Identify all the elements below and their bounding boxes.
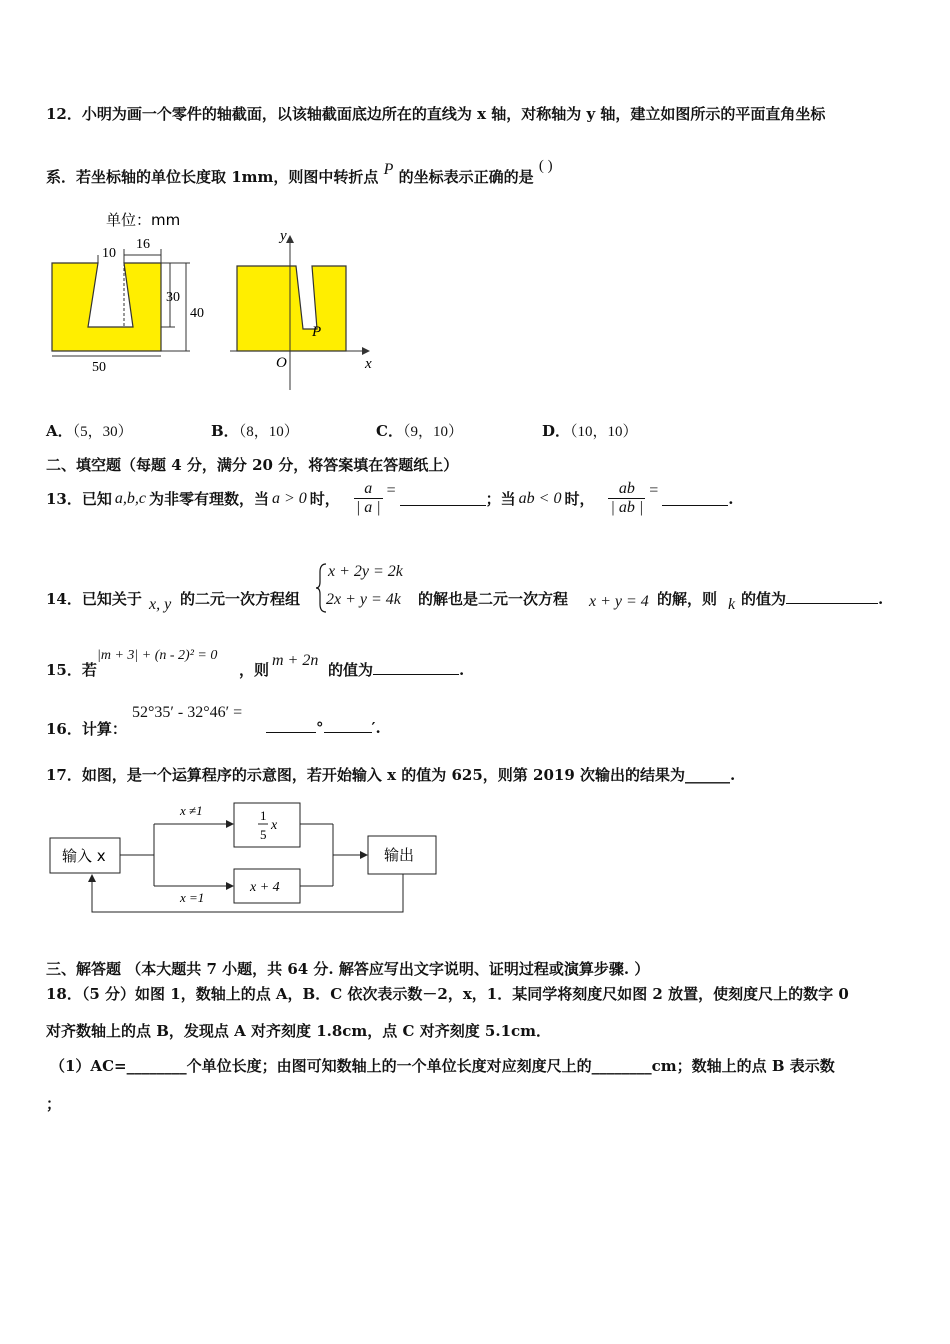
option-a-text: （5，30）: [72, 424, 133, 440]
q16-deg: °: [316, 719, 324, 737]
q15-prefix: 15．若: [46, 661, 97, 679]
q12-line2-text: 系．若坐标轴的单位长度取 1mm，则图中转折点: [46, 168, 379, 186]
q14-prefix: 14．已知关于: [46, 590, 142, 608]
q13-end: .: [728, 489, 734, 508]
q13-mid3: ；当: [485, 490, 516, 508]
q14-mid3: 的解，则: [657, 590, 718, 608]
flow-divide-box: [234, 803, 300, 847]
q14-mid2: 的解也是二元一次方程: [418, 590, 569, 608]
q12-figures: [40, 205, 390, 390]
q13-eq2: =: [649, 481, 659, 499]
q16-prefix: 16．计算：: [46, 720, 127, 738]
q12-point-p: P: [383, 161, 394, 178]
q15-expr: m + 2n: [272, 652, 319, 669]
q12-option-c: [376, 420, 463, 441]
q16-min: ′.: [371, 719, 381, 737]
q14-blank[interactable]: [786, 589, 878, 604]
q13-frac2: [608, 480, 645, 517]
flow-cond-bottom: x =1: [180, 890, 205, 905]
q13-frac2-num: ab: [608, 480, 645, 499]
q16-blank-min[interactable]: [324, 718, 372, 733]
q13-mid1: 为非零有理数，当: [148, 490, 269, 508]
fig2-y-arrow: [286, 235, 294, 243]
q12-line2: [46, 158, 553, 187]
q16-answer: [266, 718, 381, 737]
fig2-y-label: y: [280, 228, 287, 244]
q14-end: .: [878, 590, 884, 608]
flow-input-label: 输入 x: [62, 847, 106, 865]
q18-line1: 18．（5 分）如图 1，数轴上的点 A，B．C 依次表示数－2，x，1．某同学将刻度尺如图 2 放置，使刻度尺上的数字 0: [46, 985, 849, 1003]
q12-paren: ( ): [538, 158, 553, 174]
q15-answer: [328, 659, 464, 680]
q16-blank-deg[interactable]: [266, 718, 316, 733]
option-c-text: （9，10）: [402, 424, 463, 440]
flow-add-label: x + 4: [250, 880, 280, 895]
flow-frac-var: x: [271, 818, 278, 833]
fig1-dim-40: 40: [190, 306, 204, 321]
q18-line3: （1）AC=________个单位长度；由图可知数轴上的一个单位长度对应刻度尺上的________cm；数轴上的点 B 表示数: [50, 1057, 835, 1075]
q14-vars: x, y: [149, 596, 172, 613]
q15-tail: 的值为: [328, 661, 374, 679]
q15-blank[interactable]: [373, 660, 459, 675]
fig1-part-shape: [52, 263, 161, 351]
flow-frac-den: 5: [260, 827, 267, 842]
q12-option-d: [542, 420, 638, 441]
fig2-x-label: x: [365, 356, 372, 372]
option-b-text: （8，10）: [238, 424, 299, 440]
fig2-origin-label: O: [276, 355, 287, 371]
q13: [46, 480, 734, 517]
section3-title: 三、解答题 （本大题共 7 小题，共 64 分. 解答应写出文字说明、证明过程或演算步骤. ）: [46, 960, 650, 978]
q13-blank1[interactable]: [400, 491, 486, 506]
q13-frac1: [354, 480, 383, 517]
q17-flowchart: [48, 798, 440, 918]
fig2-part-shape: [237, 266, 346, 351]
q16-expr: 52°35′ - 32°46′ =: [132, 704, 243, 721]
option-c-letter: C．: [376, 422, 403, 440]
option-d-text: （10，10）: [570, 424, 638, 440]
q13-mid2: 时，: [309, 490, 340, 508]
q13-blank2[interactable]: [662, 491, 728, 506]
flow-output-label: 输出: [384, 846, 415, 864]
q15-end: .: [459, 661, 465, 679]
fig1-dim-50: 50: [92, 360, 106, 375]
fig2-x-arrow: [362, 347, 370, 355]
q13-cond2: ab < 0: [518, 489, 562, 507]
q14-mid1: 的二元一次方程组: [180, 590, 301, 608]
q14-k: k: [728, 596, 736, 613]
q15-cond: |m + 3| + (n - 2)² = 0: [97, 648, 218, 663]
q12-option-b: [211, 420, 299, 441]
option-a-letter: A．: [46, 422, 73, 440]
q14-eq3: x + y = 4: [589, 593, 649, 610]
q13-prefix: 13．已知: [46, 490, 112, 508]
q12-line1: 12．小明为画一个零件的轴截面，以该轴截面底边所在的直线为 x 轴，对称轴为 y 轴，建立如图所示的平面直角坐标: [46, 105, 826, 123]
flow-cond-top: x ≠1: [180, 803, 203, 818]
q13-eq1: =: [386, 481, 396, 499]
q13-mid4: 时，: [564, 490, 595, 508]
option-b-letter: B．: [211, 422, 239, 440]
q13-frac1-num: a: [354, 480, 383, 499]
q13-vars: a,b,c: [114, 489, 146, 507]
section2-title: 二、填空题（每题 4 分，满分 20 分，将答案填在答题纸上）: [46, 456, 459, 474]
q14-eq2: 2x + y = 4k: [326, 591, 401, 608]
q17-text: 17．如图，是一个运算程序的示意图，若开始输入 x 的值为 625，则第 2019 次输出的结果为______.: [46, 766, 736, 784]
fig2-p-label: P: [312, 324, 322, 340]
q13-frac2-den: | ab |: [610, 499, 644, 516]
q13-cond1: a > 0: [272, 489, 307, 507]
q13-frac1-den: | a |: [355, 499, 381, 516]
fig1-unit-label: 单位：mm: [106, 211, 181, 229]
q14-answer: [741, 588, 883, 609]
q14-mid4: 的值为: [741, 590, 787, 608]
q18-line2: 对齐数轴上的点 B，发现点 A 对齐刻度 1.8cm，点 C 对齐刻度 5.1cm．: [46, 1022, 552, 1040]
q12-option-a: [46, 420, 133, 441]
fig1-dim-30: 30: [166, 290, 180, 305]
q14-eq1: x + 2y = 2k: [328, 563, 403, 580]
fig1-dim-16: 16: [136, 237, 150, 252]
option-d-letter: D．: [542, 422, 571, 440]
q12-line2-tail: 的坐标表示正确的是: [398, 168, 534, 186]
fig1-dim-10: 10: [102, 246, 116, 261]
q18-line4: ；: [46, 1095, 62, 1113]
flow-frac-num: 1: [260, 808, 267, 823]
q15-mid: ，则: [239, 661, 270, 679]
